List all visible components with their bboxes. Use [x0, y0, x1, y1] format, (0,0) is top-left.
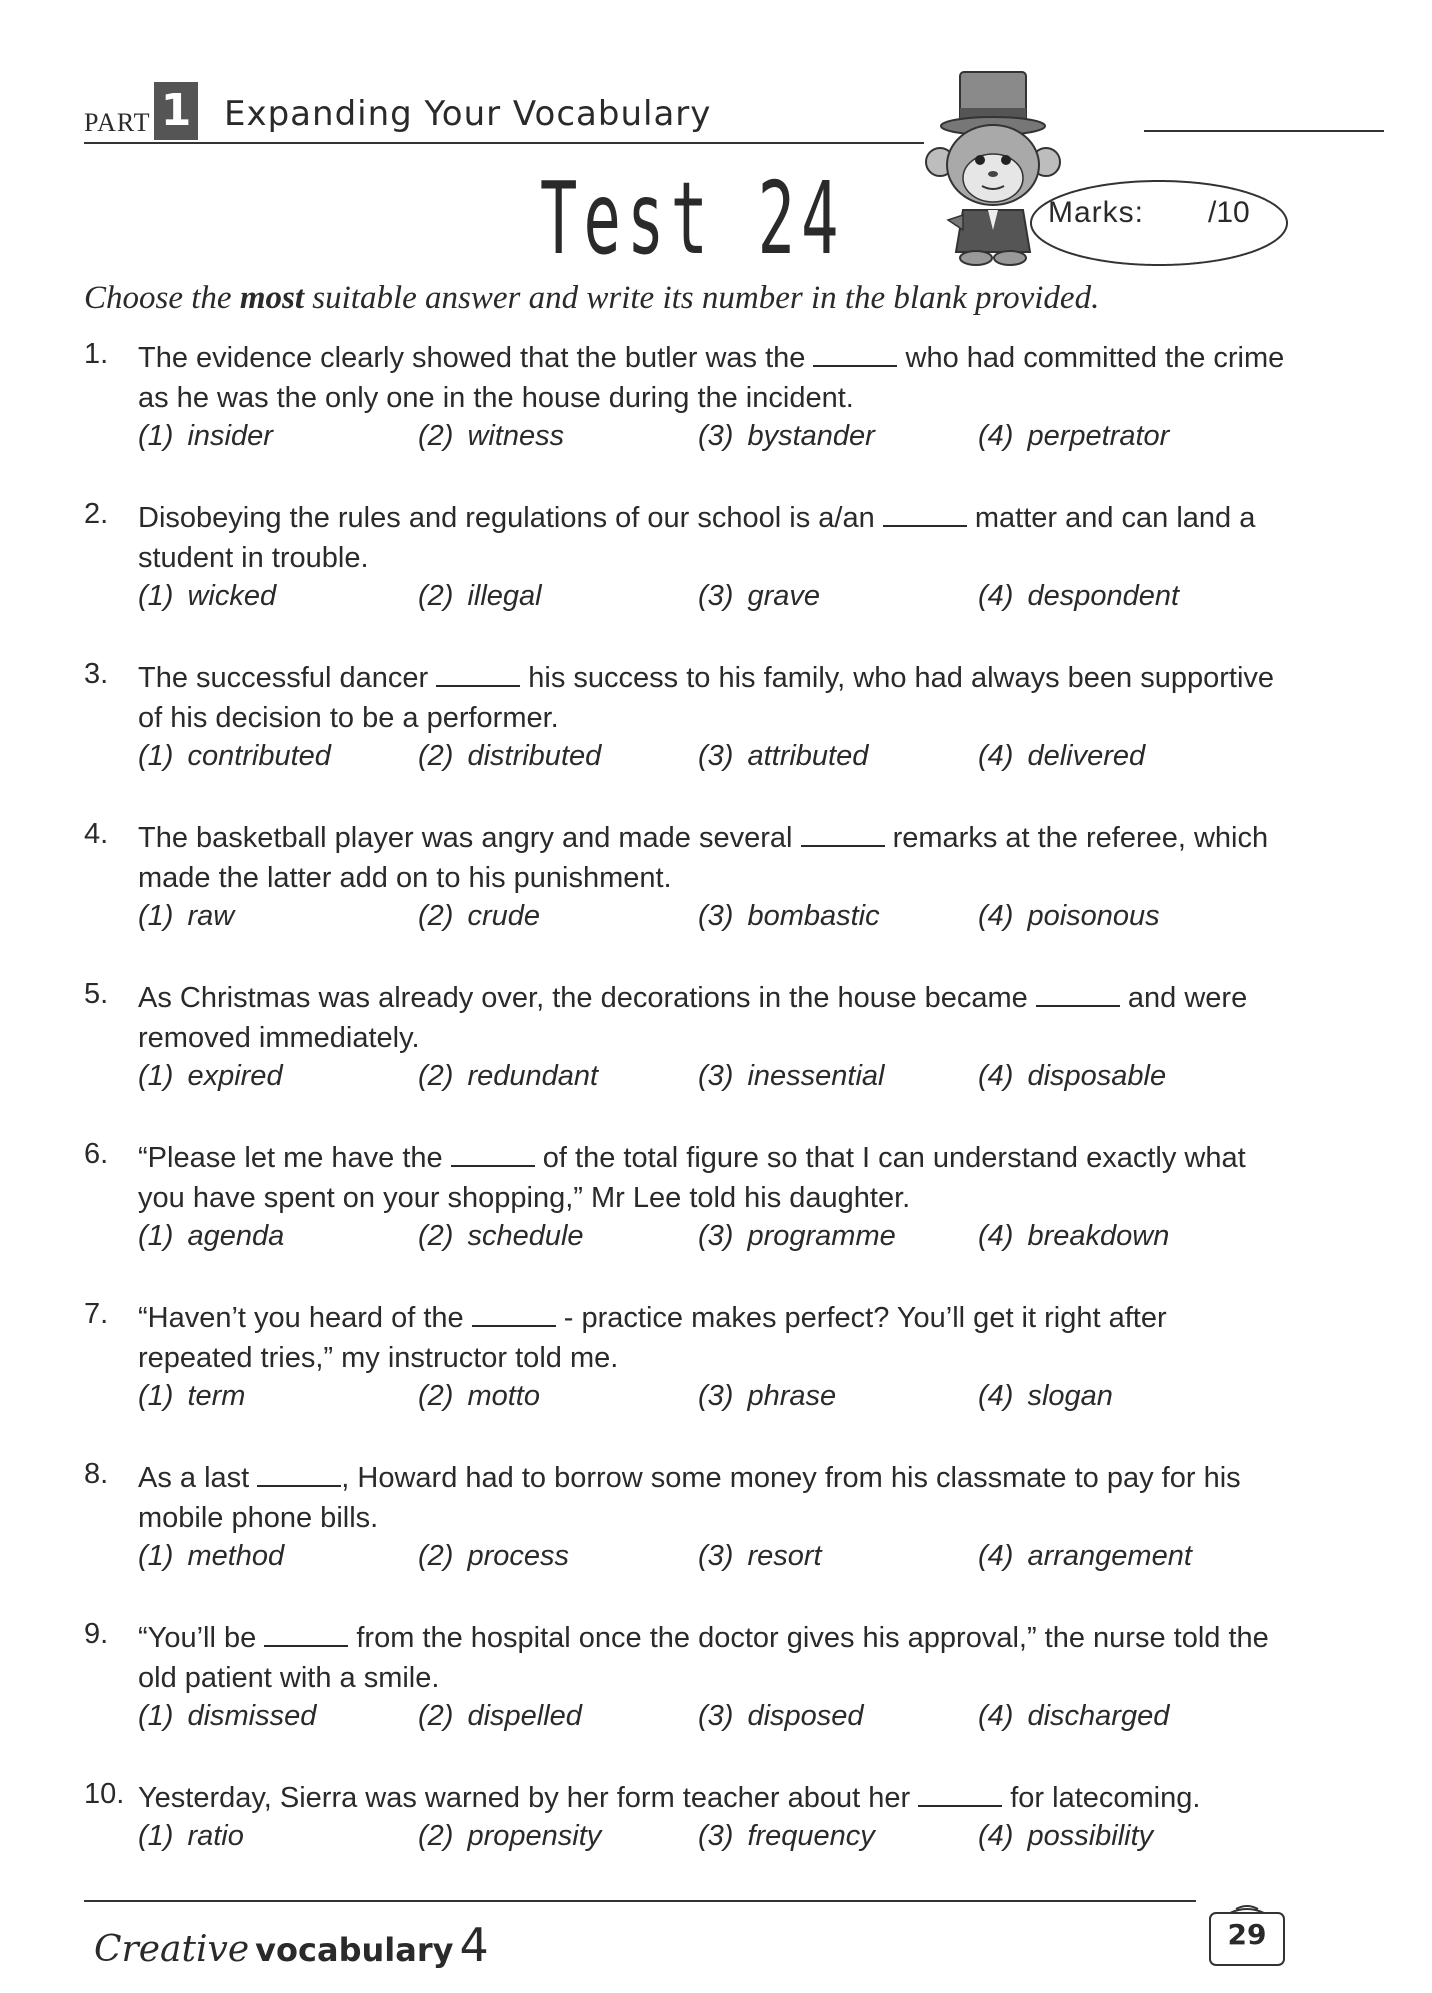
- option-4: (4) arrangement: [978, 1540, 1192, 1572]
- option-1: (1) dismissed: [138, 1700, 317, 1732]
- option-1: (1) agenda: [138, 1220, 285, 1252]
- option-1: (1) expired: [138, 1060, 283, 1092]
- section-title: Expanding Your Vocabulary: [224, 94, 712, 134]
- part-label: PART: [84, 108, 151, 137]
- question-number: 3.: [84, 658, 109, 690]
- option-1: (1) contributed: [138, 740, 331, 772]
- answer-options: [138, 1220, 1288, 1260]
- option-2: (2) distributed: [418, 740, 602, 772]
- option-4: (4) despondent: [978, 580, 1180, 612]
- option-1: (1) method: [138, 1540, 285, 1572]
- option-4: (4) breakdown: [978, 1220, 1170, 1252]
- option-4: (4) delivered: [978, 740, 1146, 772]
- book-title: Creative vocabulary 4: [94, 1918, 489, 1972]
- option-2: (2) witness: [418, 420, 565, 452]
- question-number: 9.: [84, 1618, 109, 1650]
- answer-options: [138, 740, 1288, 780]
- question-text: As Christmas was already over, the decorations in the house became and were removed immediately.: [138, 978, 1288, 1058]
- question-text: “Please let me have the of the total figure so that I can understand exactly what you have spent on your shopping,” Mr Lee told his daughter.: [138, 1138, 1288, 1218]
- option-3: (3) frequency: [698, 1820, 875, 1852]
- question-number: 10.: [84, 1778, 125, 1810]
- option-4: (4) discharged: [978, 1700, 1170, 1732]
- option-1: (1) term: [138, 1380, 246, 1412]
- option-3: (3) resort: [698, 1540, 822, 1572]
- answer-blank[interactable]: [264, 1619, 348, 1647]
- option-3: (3) programme: [698, 1220, 896, 1252]
- answer-blank[interactable]: [257, 1459, 341, 1487]
- question-number: 2.: [84, 498, 109, 530]
- option-3: (3) attributed: [698, 740, 869, 772]
- part-number-badge: 1: [154, 82, 198, 140]
- option-2: (2) illegal: [418, 580, 542, 612]
- option-3: (3) inessential: [698, 1060, 885, 1092]
- question-text: The basketball player was angry and made several remarks at the referee, which made the latter add on to his punishment.: [138, 818, 1288, 898]
- option-1: (1) wicked: [138, 580, 277, 612]
- answer-blank[interactable]: [1036, 979, 1120, 1007]
- page-header: [84, 78, 1294, 148]
- answer-blank[interactable]: [451, 1139, 535, 1167]
- answer-options: [138, 1380, 1288, 1420]
- answer-options: [138, 1540, 1288, 1580]
- answer-options: [138, 580, 1288, 620]
- question-text: “You’ll be from the hospital once the doctor gives his approval,” the nurse told the old patient with a smile.: [138, 1618, 1288, 1698]
- answer-blank[interactable]: [436, 659, 520, 687]
- footer-divider: [84, 1900, 1196, 1902]
- test-title: Test 24: [540, 160, 845, 277]
- answer-options: [138, 1700, 1288, 1740]
- question-number: 4.: [84, 818, 109, 850]
- answer-blank[interactable]: [918, 1779, 1002, 1807]
- option-2: (2) crude: [418, 900, 540, 932]
- option-3: (3) grave: [698, 580, 820, 612]
- question-number: 6.: [84, 1138, 109, 1170]
- answer-blank[interactable]: [801, 819, 885, 847]
- option-4: (4) poisonous: [978, 900, 1160, 932]
- option-2: (2) motto: [418, 1380, 540, 1412]
- option-3: (3) disposed: [698, 1700, 864, 1732]
- question-text: Disobeying the rules and regulations of our school is a/an matter and can land a student in trouble.: [138, 498, 1288, 578]
- option-3: (3) bombastic: [698, 900, 880, 932]
- question-text: “Haven’t you heard of the - practice makes perfect? You’ll get it right after repeated tries,” my instructor told me.: [138, 1298, 1288, 1378]
- option-2: (2) propensity: [418, 1820, 602, 1852]
- option-2: (2) schedule: [418, 1220, 584, 1252]
- answer-options: [138, 900, 1288, 940]
- marks-total: /10: [1208, 196, 1250, 229]
- answer-blank[interactable]: [883, 499, 967, 527]
- header-divider: [84, 142, 924, 144]
- option-4: (4) slogan: [978, 1380, 1113, 1412]
- option-3: (3) bystander: [698, 420, 875, 452]
- question-number: 1.: [84, 338, 109, 370]
- option-2: (2) dispelled: [418, 1700, 582, 1732]
- option-3: (3) phrase: [698, 1380, 837, 1412]
- answer-blank[interactable]: [472, 1299, 556, 1327]
- page-number: 29: [1227, 1918, 1267, 1951]
- option-4: (4) disposable: [978, 1060, 1167, 1092]
- answer-options: [138, 1820, 1288, 1860]
- option-4: (4) perpetrator: [978, 420, 1170, 452]
- question-text: The evidence clearly showed that the butler was the who had committed the crime as he was the only one in the house during the incident.: [138, 338, 1288, 418]
- option-4: (4) possibility: [978, 1820, 1154, 1852]
- question-text: The successful dancer his success to his family, who had always been supportive of his decision to be a performer.: [138, 658, 1288, 738]
- option-2: (2) redundant: [418, 1060, 599, 1092]
- option-1: (1) insider: [138, 420, 273, 452]
- answer-blank[interactable]: [813, 339, 897, 367]
- header-divider-right: [1144, 130, 1384, 132]
- option-1: (1) ratio: [138, 1820, 244, 1852]
- question-number: 8.: [84, 1458, 109, 1490]
- option-1: (1) raw: [138, 900, 235, 932]
- question-text: Yesterday, Sierra was warned by her form teacher about her for latecoming.: [138, 1778, 1288, 1818]
- answer-options: [138, 1060, 1288, 1100]
- question-number: 5.: [84, 978, 109, 1010]
- instruction-text: Choose the most suitable answer and write its number in the blank provided.: [84, 280, 1100, 316]
- question-text: As a last , Howard had to borrow some money from his classmate to pay for his mobile phone bills.: [138, 1458, 1288, 1538]
- question-number: 7.: [84, 1298, 109, 1330]
- marks-label: Marks:: [1048, 196, 1144, 229]
- answer-options: [138, 420, 1288, 460]
- option-2: (2) process: [418, 1540, 569, 1572]
